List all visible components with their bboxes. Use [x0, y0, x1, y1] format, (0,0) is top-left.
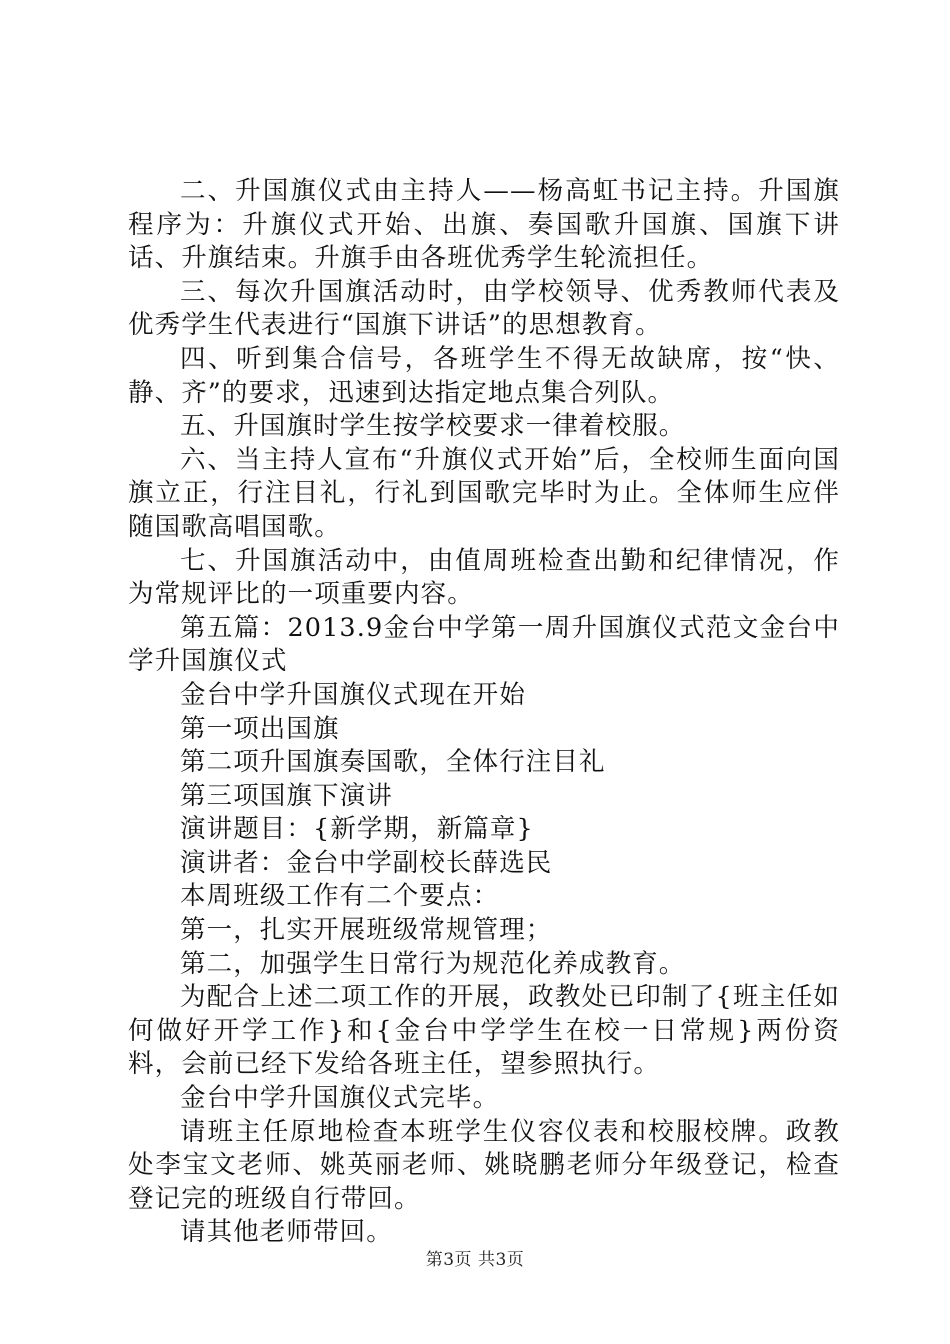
paragraph-item-2: 二、升国旗仪式由主持人——杨高虹书记主持。升国旗程序为：升旗仪式开始、出旗、奏国歌升国旗、国旗下讲话、升旗结束。升旗手由各班优秀学生轮流担任。 — [128, 176, 840, 274]
work-point-2: 第二，加强学生日常行为规范化养成教育。 — [180, 948, 686, 979]
ceremony-step-2: 第二项升国旗奏国歌，全体行注目礼 — [180, 747, 606, 778]
inspection-instruction: 请班主任原地检查本班学生仪容仪表和校服校牌。政教处李宝文老师、姚英丽老师、姚晓鹏老师分年级登记，检查登记完的班级自行带回。 — [128, 1116, 840, 1214]
page-number-footer: 第3页 共3页 — [425, 1250, 525, 1270]
ceremony-opening: 金台中学升国旗仪式现在开始 — [180, 679, 526, 710]
paragraph-item-4: 四、听到集合信号，各班学生不得无故缺席，按“快、静、齐”的要求，迅速到达指定地点集合列队。 — [128, 343, 841, 408]
materials-notice: 为配合上述二项工作的开展，政教处已印制了{班主任如何做好开学工作}和{金台中学学生在校一日常规}两份资料，会前已经下发给各班主任，望参照执行。 — [128, 982, 840, 1080]
dismissal-instruction: 请其他老师带回。 — [180, 1217, 393, 1248]
ceremony-step-1: 第一项出国旗 — [180, 713, 340, 744]
document-body — [128, 175, 840, 1250]
paragraph-item-7: 七、升国旗活动中，由值周班检查出勤和纪律情况，作为常规评比的一项重要内容。 — [128, 545, 840, 610]
ceremony-step-3: 第三项国旗下演讲 — [180, 780, 393, 811]
ceremony-closing: 金台中学升国旗仪式完毕。 — [180, 1083, 500, 1114]
speech-title: 演讲题目：{新学期，新篇章} — [180, 814, 534, 845]
work-points-heading: 本周班级工作有二个要点： — [180, 881, 500, 912]
section-heading-part-5: 第五篇：2013.9金台中学第一周升国旗仪式范文金台中学升国旗仪式 — [128, 612, 840, 677]
paragraph-item-5: 五、升国旗时学生按学校要求一律着校服。 — [180, 411, 686, 442]
speech-speaker: 演讲者：金台中学副校长薛选民 — [180, 847, 553, 878]
paragraph-item-3: 三、每次升国旗活动时，由学校领导、优秀教师代表及优秀学生代表进行“国旗下讲话”的思想教育。 — [128, 276, 840, 341]
paragraph-item-6: 六、当主持人宣布“升旗仪式开始”后，全校师生面向国旗立正，行注目礼，行礼到国歌完毕时为止。全体师生应伴随国歌高唱国歌。 — [128, 444, 840, 542]
work-point-1: 第一，扎实开展班级常规管理； — [180, 915, 553, 946]
